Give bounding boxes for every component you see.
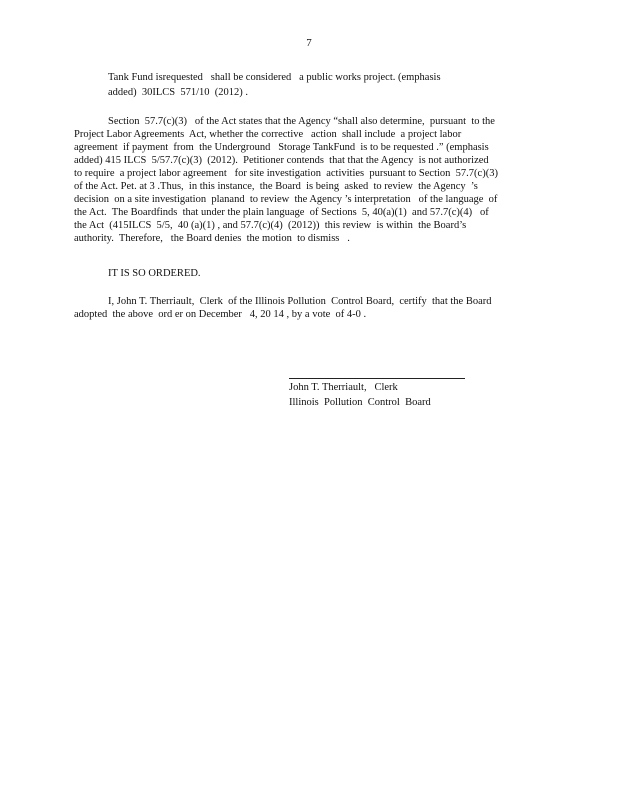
continuation-line-2: added) 30ILCS 571/10 (2012) . (108, 87, 248, 98)
section-line-8: the Act. The Boardfinds that under the plain language of Sections 5, 40(a)(1) and 57.7(c)(4) of (74, 207, 489, 218)
section-line-9: the Act (415ILCS 5/5, 40 (a)(1) , and 57.7(c)(4) (2012)) this review is within the Board’s (74, 220, 467, 231)
section-line-4: added) 415 ILCS 5/57.7(c)(3) (2012). Petitioner contends that that the Agency is not authorized (74, 155, 489, 166)
section-line-10: authority. Therefore, the Board denies the motion to dismiss . (74, 233, 350, 244)
order-statement: IT IS SO ORDERED. (108, 268, 201, 279)
signature-line (289, 378, 465, 379)
section-line-1: Section 57.7(c)(3) of the Act states that the Agency “shall also determine, pursuant to the (108, 116, 495, 127)
signature-organization: Illinois Pollution Control Board (289, 397, 431, 408)
certification-line-1: I, John T. Therriault, Clerk of the Illinois Pollution Control Board, certify that the Board (108, 296, 492, 307)
section-line-7: decision on a site investigation planand to review the Agency ’s interpretation of the language of (74, 194, 498, 205)
signature-name: John T. Therriault, Clerk (289, 382, 398, 393)
section-line-2: Project Labor Agreements Act, whether the corrective action shall include a project labor (74, 129, 462, 140)
section-line-3: agreement if payment from the Underground Storage TankFund is to be requested .” (emphasis (74, 142, 489, 153)
section-line-5: to require a project labor agreement for site investigation activities pursuant to Section 57.7(c)(3) (74, 168, 498, 179)
page-number: 7 (306, 37, 312, 49)
section-line-6: of the Act. Pet. at 3 .Thus, in this instance, the Board is being asked to review the Agency ’s (74, 181, 478, 192)
continuation-line-1: Tank Fund isrequested shall be considered a public works project. (emphasis (108, 72, 441, 83)
certification-line-2: adopted the above ord er on December 4, 20 14 , by a vote of 4-0 . (74, 309, 367, 320)
